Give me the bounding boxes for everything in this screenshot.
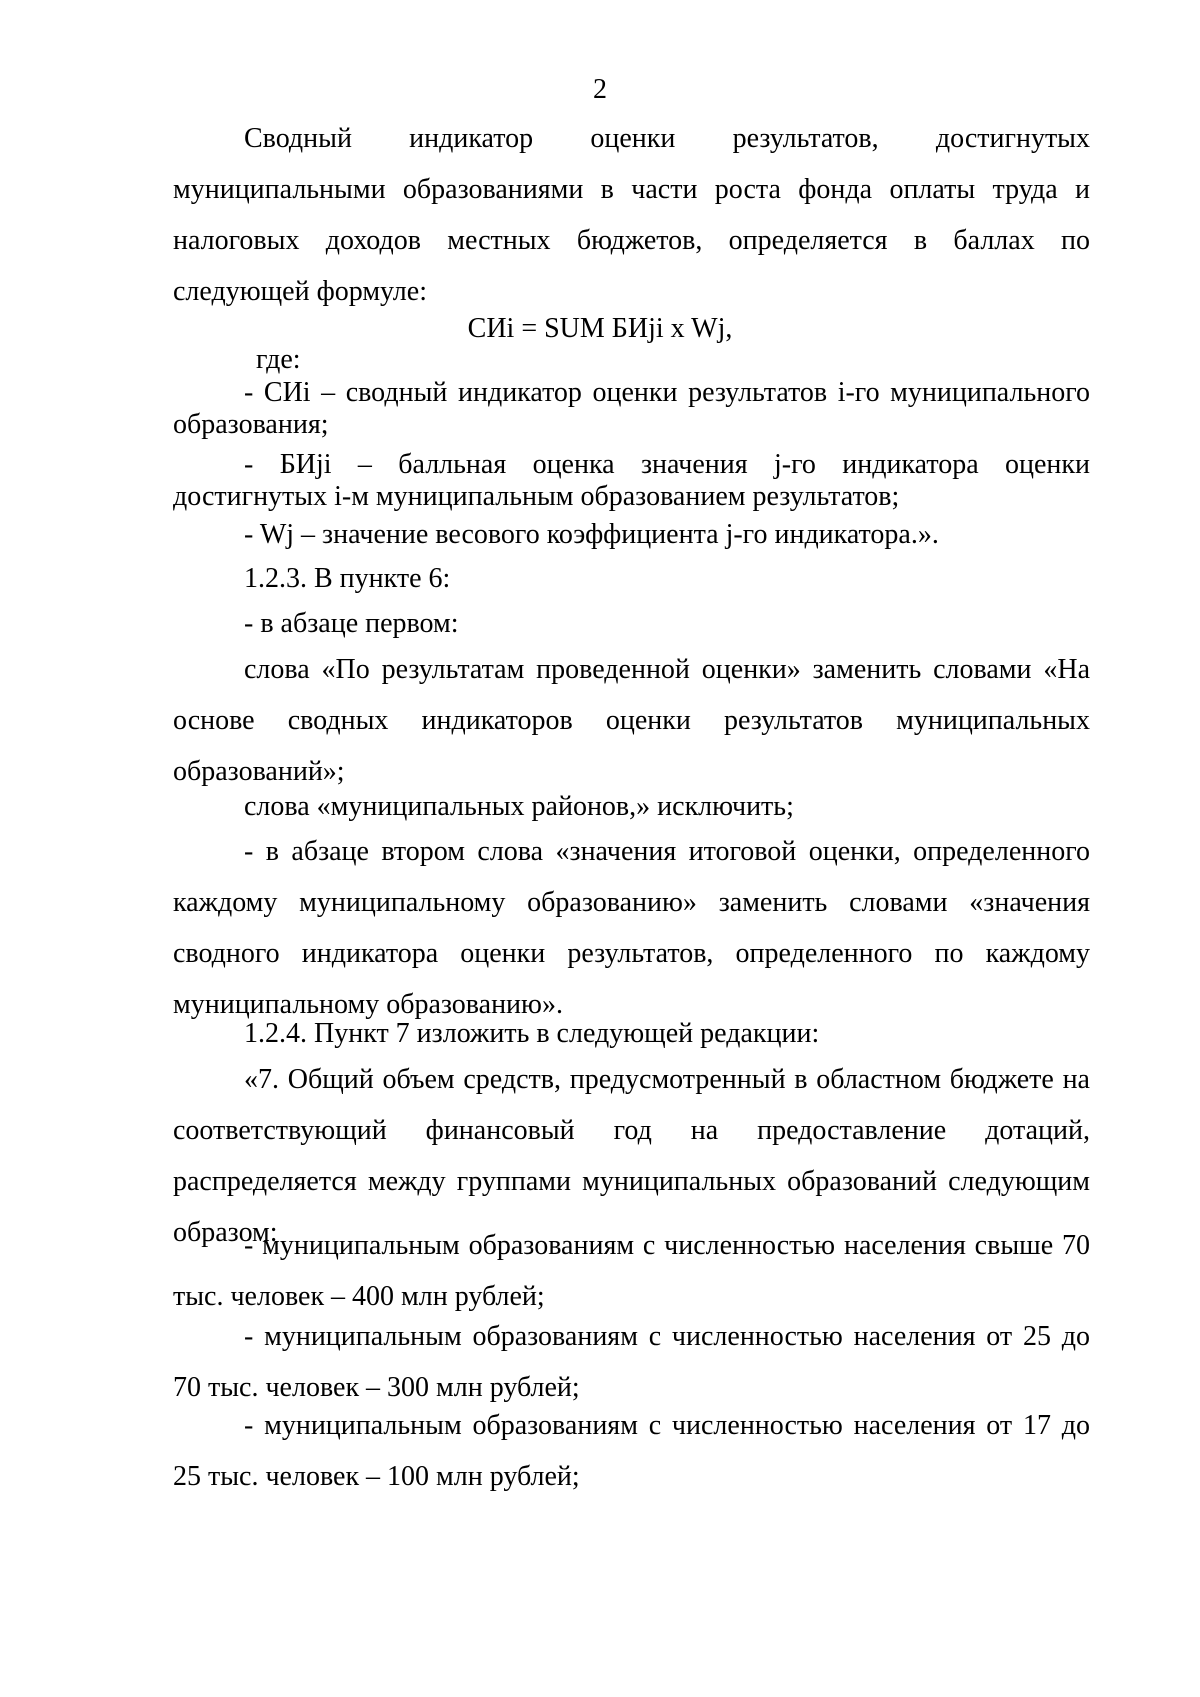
- where-label: где:: [256, 344, 301, 375]
- replace-words-paragraph: слова «По результатам проведенной оценки» заменить словами «На основе сводных индикаторов оценки результатов муниципальных образований»;: [173, 654, 1090, 787]
- paragraph-summary-indicator-intro: Сводный индикатор оценки результатов, достигнутых муниципальными образованиями в части роста фонда оплаты труда и налоговых доходов местных бюджетов, определяется в баллах по следующей формуле:: [173, 123, 1090, 307]
- clause-1-2-3: 1.2.3. В пункте 6:: [244, 563, 451, 594]
- group-25-70k: - муниципальным образованиям с численностью населения от 25 до 70 тыс. человек – 300 млн рублей;: [173, 1321, 1090, 1403]
- group-over-70k: - муниципальным образованиям с численностью населения свыше 70 тыс. человек – 400 млн рублей;: [173, 1230, 1090, 1312]
- definition-wj: - Wj – значение весового коэффициента j-го индикатора.».: [244, 519, 939, 550]
- definition-bi: - БИji – балльная оценка значения j-го индикатора оценки достигнутых i-м муниципальным образованием результатов;: [173, 449, 1090, 512]
- page-number: 2: [593, 74, 607, 105]
- second-paragraph-replacement: - в абзаце втором слова «значения итоговой оценки, определенного каждому муниципальному образованию» заменить словами «значения сводного индикатора оценки результатов, определенного по каждому муниципальному образованию».: [173, 836, 1090, 1020]
- group-17-25k: - муниципальным образованиям с численностью населения от 17 до 25 тыс. человек – 100 млн рублей;: [173, 1410, 1090, 1492]
- clause-7-text: «7. Общий объем средств, предусмотренный в областном бюджете на соответствующий финансовый год на предоставление дотаций, распределяется между группами муниципальных образований следующим образом:: [173, 1064, 1090, 1248]
- exclude-words-paragraph: слова «муниципальных районов,» исключить;: [244, 791, 794, 822]
- formula: СИi = SUM БИji x Wj,: [467, 313, 733, 344]
- subclause-first-paragraph: - в абзаце первом:: [244, 608, 459, 639]
- definition-si: - СИi – сводный индикатор оценки результатов i-го муниципального образования;: [173, 377, 1090, 440]
- clause-1-2-4: 1.2.4. Пункт 7 изложить в следующей редакции:: [244, 1018, 820, 1049]
